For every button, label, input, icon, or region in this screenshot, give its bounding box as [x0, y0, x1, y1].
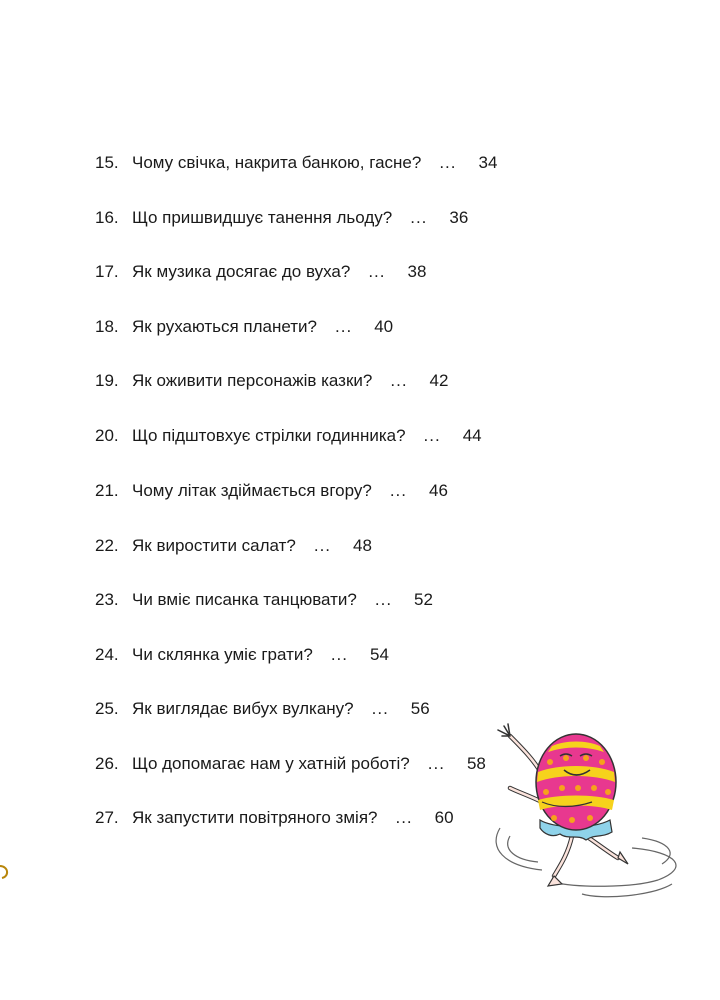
toc-entry-title: Як музика досягає до вуха?: [132, 262, 351, 281]
toc-entry-number: 16.: [95, 208, 119, 227]
toc-entry[interactable]: [95, 208, 468, 232]
toc-entry-page: 34: [478, 153, 498, 172]
toc-entry[interactable]: [95, 153, 497, 177]
toc-entry-page: 58: [466, 754, 486, 773]
toc-entry-page: 46: [429, 481, 448, 500]
toc-entry-title: Що допомагає нам у хатній роботі?: [132, 754, 410, 773]
toc-entry-dots: ...: [410, 208, 428, 227]
toc-entry[interactable]: [95, 699, 430, 723]
toc-entry[interactable]: [95, 317, 393, 341]
toc-entry-dots: ...: [335, 317, 353, 336]
toc-entry-page: 54: [370, 645, 389, 664]
toc-entry-title: Що пришвидшує танення льоду?: [132, 208, 393, 227]
toc-entry[interactable]: [95, 808, 454, 832]
toc-entry-number: 19.: [95, 371, 119, 390]
toc-entry-number: 23.: [95, 590, 119, 609]
toc-entry-number: 22.: [95, 536, 119, 555]
toc-entry-page: 56: [410, 699, 430, 718]
toc-entry-number: 18.: [95, 317, 119, 336]
toc-entry-title: Як виростити салат?: [132, 536, 296, 555]
toc-entry-page: 40: [374, 317, 394, 336]
toc-entry-number: 27.: [95, 808, 119, 827]
toc-entry-number: 15.: [95, 153, 119, 172]
toc-entry-dots: ...: [374, 590, 393, 609]
toc-entry[interactable]: [95, 754, 486, 778]
toc-entry-page: 44: [462, 426, 482, 445]
toc-entry[interactable]: [95, 426, 482, 450]
toc-entry-dots: ...: [371, 699, 389, 718]
dancing-easter-egg-icon: [482, 716, 698, 900]
toc-entry-dots: ...: [389, 481, 407, 500]
toc-entry-dots: ...: [330, 645, 348, 664]
toc-entry[interactable]: [95, 371, 448, 395]
toc-entry-title: Чи вміє писанка танцювати?: [132, 590, 357, 609]
toc-entry[interactable]: [95, 645, 389, 669]
toc-entry-dots: ...: [368, 262, 386, 281]
toc-entry-dots: ...: [439, 153, 457, 172]
toc-entry-title: Як виглядає вибух вулкану?: [132, 699, 354, 718]
toc-entry-dots: ...: [390, 371, 408, 390]
toc-entry[interactable]: [95, 590, 433, 614]
toc-entry-title: Як рухаються планети?: [132, 317, 318, 336]
toc-entry-number: 17.: [95, 262, 119, 281]
toc-entry[interactable]: [95, 262, 426, 286]
toc-entry-number: 24.: [95, 645, 119, 664]
toc-entry-page: 48: [353, 536, 372, 555]
toc-entry-number: 20.: [95, 426, 119, 445]
toc-entry-title: Чи склянка уміє грати?: [132, 645, 313, 664]
toc-entry[interactable]: [95, 536, 372, 560]
toc-entry-title: Як оживити персонажів казки?: [132, 371, 373, 390]
toc-entry-title: Як запустити повітряного змія?: [132, 808, 378, 827]
toc-entry-page: 38: [407, 262, 427, 281]
page-edge-mark-icon: [0, 862, 12, 882]
toc-entry-page: 36: [449, 208, 469, 227]
toc-entry-number: 25.: [95, 699, 119, 718]
toc-entry[interactable]: [95, 481, 448, 505]
toc-entry-dots: ...: [313, 536, 332, 555]
toc-entry-page: 60: [434, 808, 454, 827]
toc-entry-title: Що підштовхує стрілки годинника?: [132, 426, 406, 445]
toc-entry-dots: ...: [427, 754, 445, 773]
toc-entry-dots: ...: [423, 426, 441, 445]
toc-entry-page: 52: [414, 590, 433, 609]
toc-entry-title: Чому літак здіймається вгору?: [132, 481, 372, 500]
toc-entry-title: Чому свічка, накрита банкою, гасне?: [132, 153, 422, 172]
toc-entry-number: 21.: [95, 481, 119, 500]
toc-entry-page: 42: [429, 371, 449, 390]
toc-entry-number: 26.: [95, 754, 119, 773]
toc-entry-dots: ...: [395, 808, 413, 827]
